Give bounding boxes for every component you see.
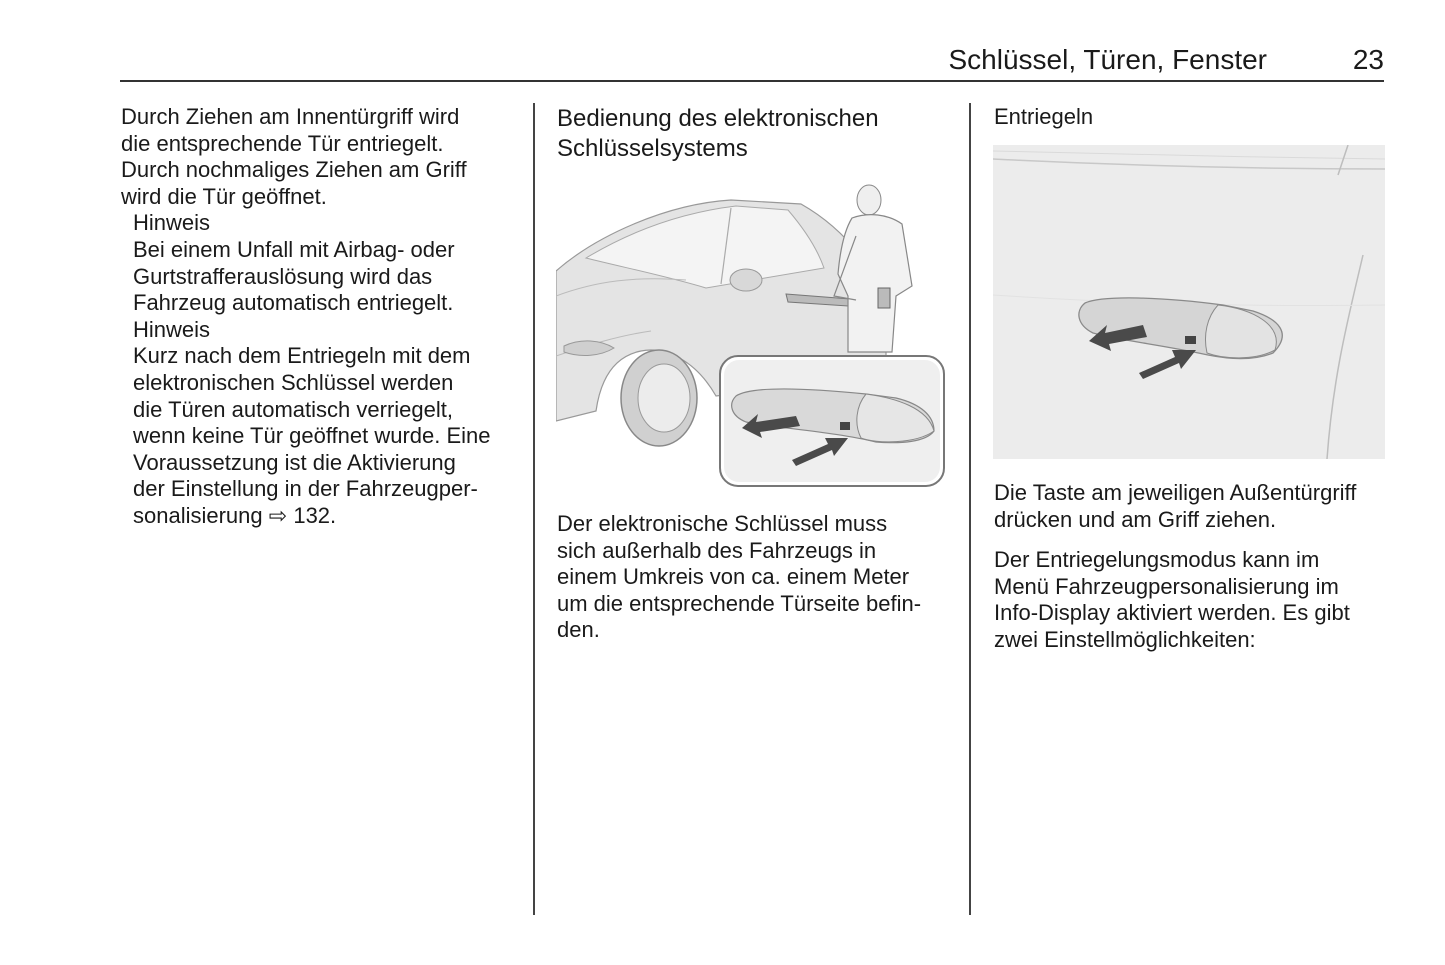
intro-paragraph <box>121 104 521 210</box>
column-divider-1 <box>533 103 535 915</box>
text-line: wird die Tür geöffnet. <box>121 183 327 209</box>
text-line: Menü Fahrzeugpersonalisierung im <box>994 573 1339 599</box>
text-line: einem Umkreis von ca. einem Meter <box>557 564 910 590</box>
note-title: Hinweis <box>133 210 211 236</box>
column-right <box>994 104 1394 130</box>
text-line: Info-Display aktiviert werden. Es gibt <box>994 600 1350 626</box>
text-line: Fahrzeug automatisch entriegelt. <box>133 290 454 316</box>
text-line: Der Entriegelungsmodus kann im <box>994 547 1320 573</box>
car-with-person-illustration <box>556 176 947 492</box>
text-line: Der elektronische Schlüssel muss <box>557 511 888 536</box>
text-fragment: sonalisierung <box>133 502 263 528</box>
note-auto-relock <box>133 317 521 530</box>
header-rule <box>120 80 1384 82</box>
text-line: elektronischen Schlüssel werden <box>133 369 454 395</box>
page-reference-link[interactable]: 132. <box>293 502 337 528</box>
text-line: die entsprechende Tür entriegelt. <box>121 130 444 156</box>
section-heading <box>557 104 952 164</box>
note-title: Hinweis <box>133 316 211 342</box>
column-left <box>121 104 521 530</box>
text-line: den. <box>557 617 600 643</box>
door-handle-inset <box>720 356 944 486</box>
text-line: Voraussetzung ist die Aktivierung <box>133 449 456 475</box>
column-divider-2 <box>969 103 971 915</box>
text-line: Die Taste am jeweiligen Außentürgriff <box>994 480 1357 505</box>
page-reference-arrow-icon[interactable]: ⇨ <box>268 502 288 528</box>
column-middle <box>557 104 952 164</box>
page-title: Schlüssel, Türen, Fenster <box>948 44 1267 75</box>
paragraph-press-button <box>994 480 1394 533</box>
text-line: wenn keine Tür geöffnet wurde. Eine <box>133 423 491 449</box>
heading-line: Schlüsselsystems <box>557 135 748 162</box>
page-number: 23 <box>1352 44 1384 75</box>
column-right-body <box>994 480 1394 654</box>
text-line: sich außerhalb des Fahrzeugs in <box>557 537 877 563</box>
text-line: Bei einem Unfall mit Airbag- oder <box>133 236 455 262</box>
paragraph-unlock-mode <box>994 547 1394 653</box>
door-handle-closeup-illustration <box>993 145 1385 459</box>
text-line: um die entsprechende Türseite befin- <box>557 590 922 616</box>
text-line: drücken und am Griff ziehen. <box>994 506 1277 532</box>
text-line: Kurz nach dem Entriegeln mit dem <box>133 343 471 369</box>
section-heading-unlock: Entriegeln <box>994 104 1094 129</box>
text-line: zwei Einstellmöglichkeiten: <box>994 626 1256 652</box>
text-line: Gurtstrafferauslösung wird das <box>133 263 433 289</box>
text-line: die Türen automatisch verriegelt, <box>133 396 453 422</box>
column-middle-body <box>557 511 952 644</box>
text-line-with-reference <box>133 503 521 530</box>
text-line: Durch nochmaliges Ziehen am Griff <box>121 157 467 183</box>
heading-line: Bedienung des elektronischen <box>557 105 879 132</box>
text-line: der Einstellung in der Fahrzeugper- <box>133 476 478 502</box>
note-accident-unlock <box>133 210 521 316</box>
text-line: Durch Ziehen am Innentürgriff wird <box>121 104 460 129</box>
